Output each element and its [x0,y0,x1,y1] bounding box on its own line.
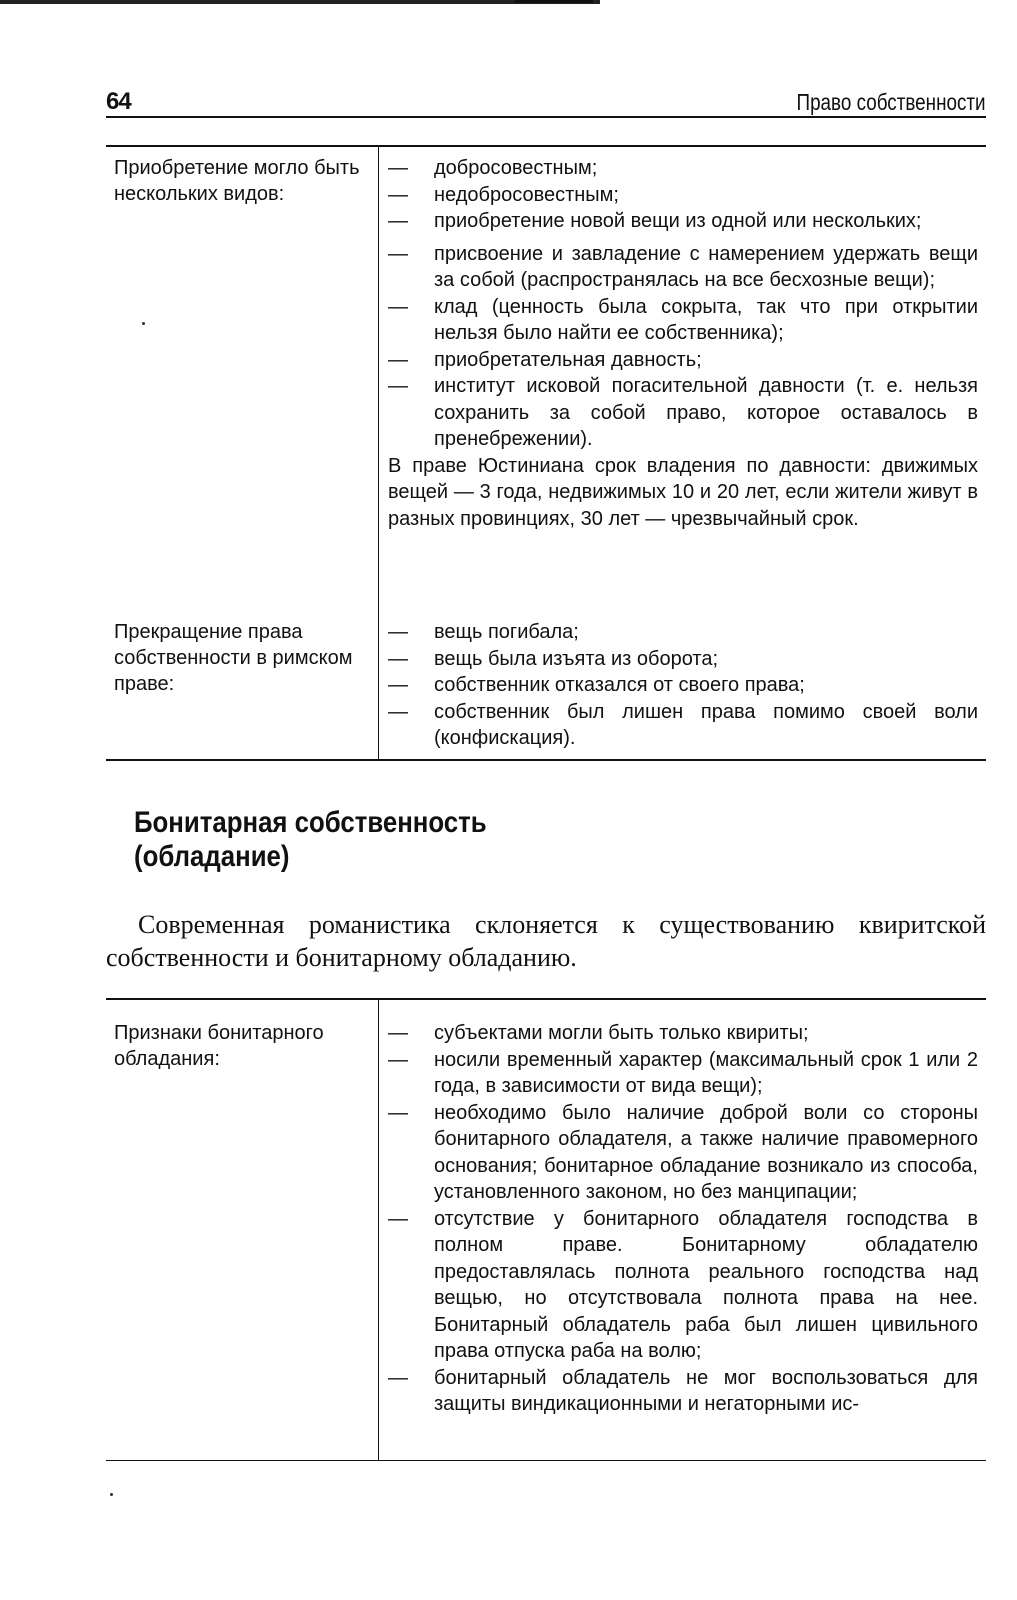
page-header [106,84,986,118]
list-item: — вещь погибала; [388,619,978,646]
list-item: — институт исковой погасительной давности (т. е. нельзя сохранить за собой право, которое оставалось в пренебрежении). [388,373,978,453]
row-items [388,615,978,752]
section-title-line: Бонитарная собственность [134,806,487,839]
list-item: — клад (ценность была сокрыта, так что при открытии нельзя было найти ее собственника); [388,294,978,347]
page-number: 64 [106,88,131,115]
section-title [134,806,650,874]
table-acquisition [106,145,986,761]
scan-speck [142,322,145,325]
scan-speck [110,1493,113,1496]
section-title-line: (обладание) [134,840,290,873]
list-item: — необходимо было наличие доброй воли со стороны бонитарного обладателя, а также наличие правомерного основания; бонитарное обладание возникало из способа, установленного законом, но без манципации; [388,1100,978,1206]
body-paragraph: Современная романистика склоняется к существованию квиритской собственности и бонитарному обладанию. [106,910,986,972]
table-bonitary [106,998,986,1461]
list-item: — носили временный характер (максимальный срок 1 или 2 года, в зависимости от вида вещи); [388,1047,978,1100]
list-item: — отсутствие у бонитарного обладателя господства в полном праве. Бонитарному обладателю предоставлялась полнота реального господства над вещью, но отсутствовала полнота права на нее. Бонитарный обладатель раба был лишен цивильного права отпуска раба на волю; [388,1206,978,1365]
running-title: Право собственности [796,89,986,115]
list-item: — недобросовестным; [388,182,978,209]
list-item: — бонитарный обладатель не мог воспользоваться для защиты виндикационными и негаторными ис- [388,1365,978,1418]
list-item: — вещь была изъята из оборота; [388,646,978,673]
top-border-mark [515,0,593,3]
row-items [388,147,978,532]
list-item: — добросовестным; [388,155,978,182]
table-row [106,615,986,755]
top-border-line [0,0,600,4]
row-label: Признаки бонитарного обладания: [114,1022,324,1070]
list-item: — приобретательная давность; [388,347,978,374]
list-item: — приобретение новой вещи из одной или нескольких; [388,208,978,235]
table-row [106,147,986,615]
row-label: Приобретение могло быть нескольких видов: [114,157,360,205]
row-note: В праве Юстиниана срок владения по давности: движимых вещей — 3 года, недвижимых 10 и 20 лет, если жители живут в разных провинциях, 30 лет — чрезвычайный срок. [388,454,978,530]
list-item: — собственник отказался от своего права; [388,672,978,699]
list-item: — присвоение и завладение с намерением удержать вещи за собой (распространялась на все бесхозные вещи); [388,241,978,294]
list-item: — субъектами могли быть только квириты; [388,1020,978,1047]
table-row [106,1000,986,1418]
row-items [388,1000,978,1418]
list-item: — собственник был лишен права помимо своей воли (конфискация). [388,699,978,752]
row-label: Прекращение права собственности в римском праве: [114,621,353,695]
